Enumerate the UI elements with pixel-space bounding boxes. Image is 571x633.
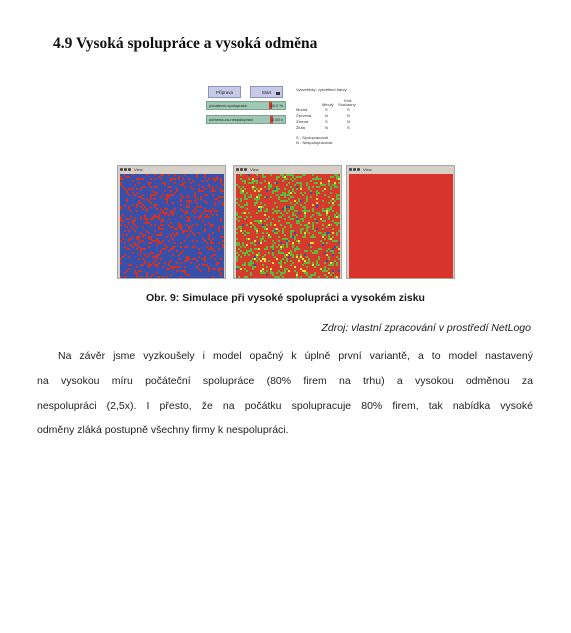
paragraph-line: nespolupráci (2,5x). I přesto, že na počátku spolupracuje 80% firem, tak nabídka vysoké [37,400,533,412]
view-toolbar [347,166,454,174]
simulation-view-final [346,165,455,279]
tool-icon[interactable] [244,168,247,171]
tool-icon[interactable] [349,168,352,171]
simulation-view-initial [117,165,226,279]
tool-icon[interactable] [353,168,356,171]
legend-row [296,125,366,131]
legend-note: N - Nespolupracovat [296,140,333,145]
legend-current: N [347,119,350,124]
tool-icon[interactable] [120,168,123,171]
simulation-grid-final [349,174,453,278]
legend-current: S [347,107,350,112]
legend-past: S [325,119,328,124]
figure-source: Zdroj: vlastní zpracování v prostředí NetLogo [321,322,531,334]
slider-name: odmena-za-nespolupraci [209,117,254,122]
legend-title: Vysvetlivky: vysvětlení barvy: [296,87,348,92]
legend-past: N [325,113,328,118]
paragraph-line: na vysokou míru počáteční spolupráce (80% firem na trhu) a vysokou odměnou za [37,375,533,387]
setup-button[interactable]: Příprava [208,86,241,98]
legend-past: N [325,125,328,130]
legend-current: N [347,113,350,118]
tool-icon[interactable] [124,168,127,171]
netlogo-controls [206,86,286,134]
figure-caption: Obr. 9: Simulace při vysoké spolupráci a vysokém zisku [146,292,425,304]
forever-icon [276,92,280,95]
paragraph-line: Na závěr jsme vyzkoušely i model opačný k úplně první variantě, a to model nastavený [58,350,533,362]
tool-icon[interactable] [240,168,243,171]
legend-col-current: Současný [338,102,356,107]
view-title: View [363,167,372,172]
section-heading: 4.9 Vysoká spolupráce a vysoká odměna [53,35,318,52]
view-toolbar [118,166,225,174]
legend-note: S - Spolupracovat [296,135,328,140]
slider-name: pocatecni-spoluprace [209,103,248,108]
cooperation-slider[interactable] [206,101,286,110]
legend-color: Zelená [296,119,309,124]
legend-code-label: Kód: [344,98,353,103]
view-toolbar [234,166,341,174]
go-button[interactable] [250,86,283,98]
color-legend [294,84,364,146]
tool-icon[interactable] [128,168,131,171]
view-title: View [250,167,259,172]
tool-icon[interactable] [357,168,360,171]
legend-color: Modrá [296,107,308,112]
paragraph-line: odměny zláká postupně všechny firmy k nespolupráci. [37,424,289,436]
reward-slider[interactable] [206,115,286,124]
go-button-label: Start [261,90,272,95]
slider-value: 80.0 % [270,103,283,108]
simulation-grid-mixed [236,174,340,278]
legend-col-past: Minulý [322,102,334,107]
simulation-view-mixed [233,165,342,279]
legend-current: S [347,125,350,130]
legend-color: Žlutá [296,125,305,130]
slider-value: 2.50 x [272,117,283,122]
legend-color: Červená [296,113,312,118]
tool-icon[interactable] [236,168,239,171]
simulation-grid-initial [120,174,224,278]
legend-past: S [325,107,328,112]
view-title: View [134,167,143,172]
